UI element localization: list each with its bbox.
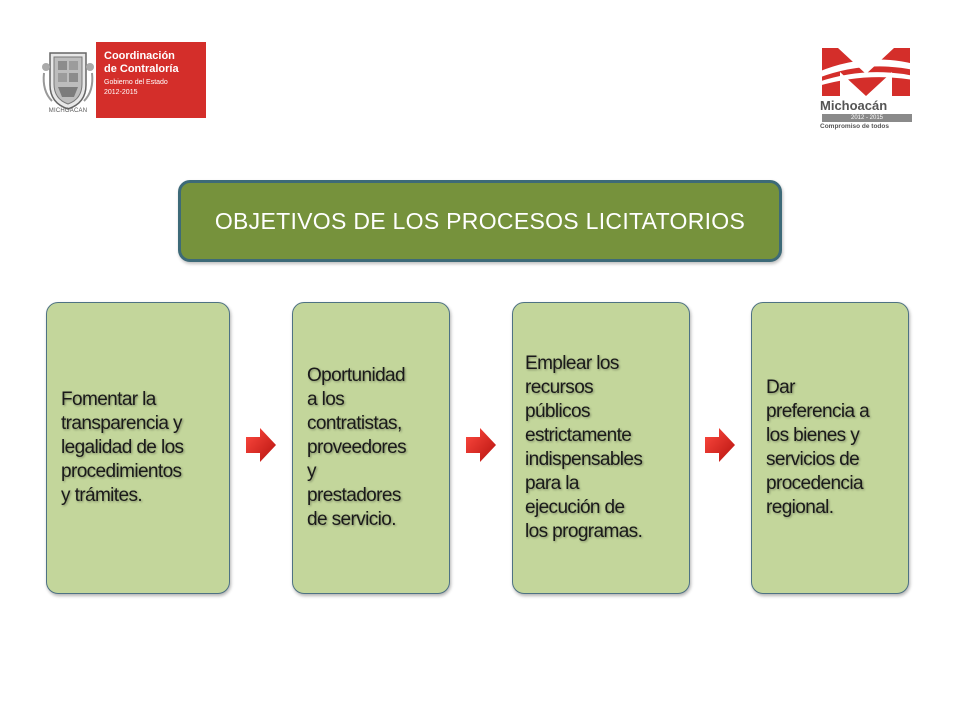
- contraloria-line-3: Gobierno del Estado: [104, 79, 168, 86]
- michoacan-years: 2012 - 2015: [822, 114, 912, 122]
- title-banner: [178, 180, 782, 262]
- page-title: OBJETIVOS DE LOS PROCESOS LICITATORIOS: [214, 207, 746, 234]
- seal-caption: MICHOACAN: [48, 108, 88, 114]
- contraloria-logo: [40, 42, 206, 118]
- contraloria-line-1: Coordinación: [104, 50, 175, 62]
- michoacan-logo: [818, 42, 918, 132]
- contraloria-line-4: 2012-2015: [104, 89, 138, 96]
- michoacan-m-icon: [818, 42, 914, 98]
- michoacan-tagline: Compromiso de todos: [820, 123, 889, 130]
- step-box-1: [46, 302, 230, 594]
- step-box-3: [512, 302, 690, 594]
- arrow-right-icon: [246, 428, 276, 462]
- step-text-2: Oportunidad a los contratistas, proveedores y prestadores de servicio.: [307, 365, 407, 530]
- step-box-4: [751, 302, 909, 594]
- contraloria-badge: [96, 42, 206, 118]
- state-seal-icon: [40, 44, 96, 116]
- step-text-1: Fomentar la transparencia y legalidad de los procedimientos y trámites.: [61, 389, 184, 506]
- arrow-right-icon: [705, 428, 735, 462]
- arrow-right-icon: [466, 428, 496, 462]
- step-text-4: Dar preferencia a los bienes y servicios de procedencia regional.: [766, 377, 870, 518]
- contraloria-line-2: de Contraloría: [104, 63, 179, 75]
- step-box-2: [292, 302, 450, 594]
- step-text-3: Emplear los recursos públicos estrictamente indispensables para la ejecución de los programas.: [525, 353, 643, 542]
- michoacan-name: Michoacán: [820, 98, 888, 113]
